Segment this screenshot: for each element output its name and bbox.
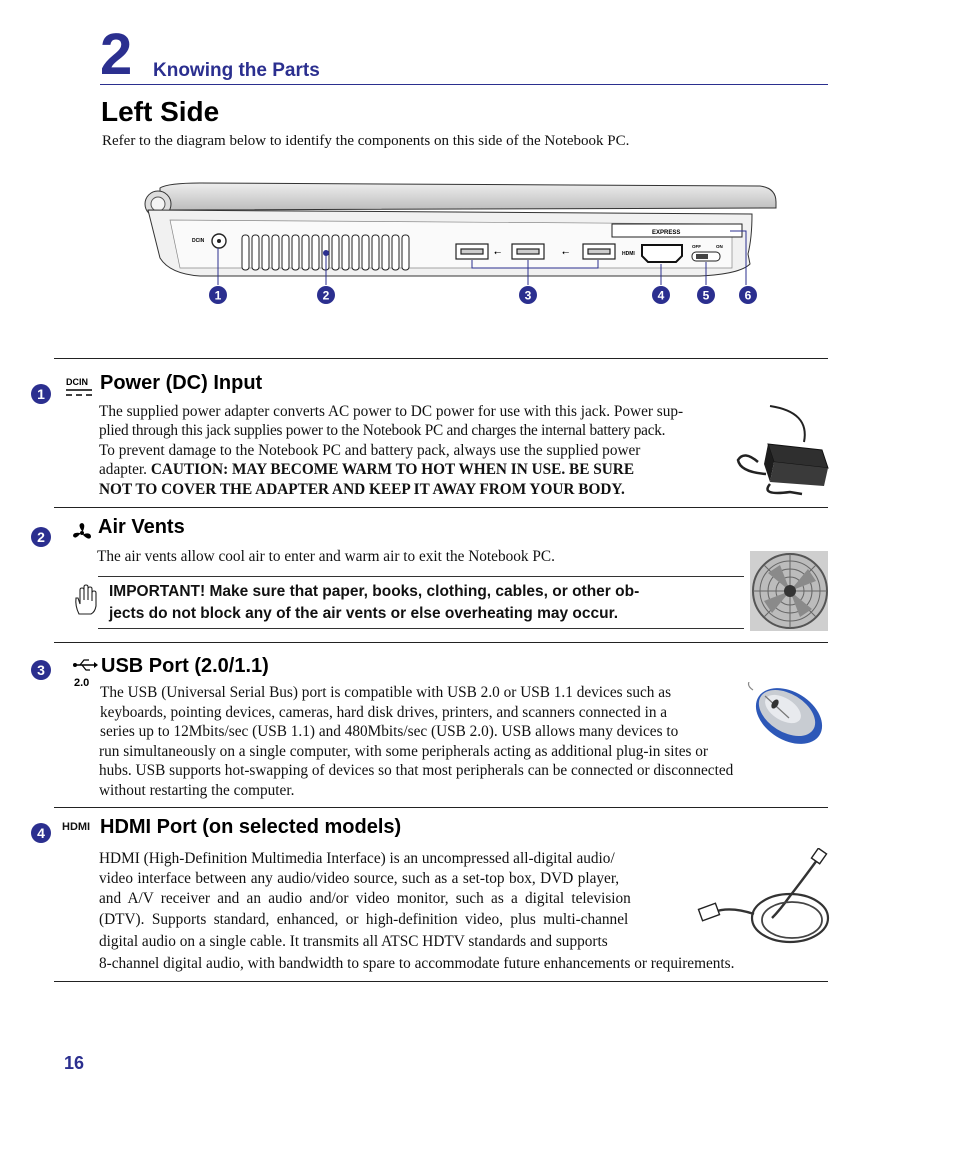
power-text-line — [99, 460, 634, 480]
usb-text-line: keyboards, pointing devices, cameras, hard disk drives, printers, and scanners connected in a — [100, 704, 668, 721]
usb-icon — [72, 656, 98, 688]
power-text-line: To prevent damage to the Notebook PC and battery pack, always use the supplied power — [99, 442, 641, 459]
section-number-3: 3 — [31, 660, 51, 680]
section-title-usb: USB Port (2.0/1.1) — [101, 655, 269, 677]
fan-image — [750, 551, 828, 631]
dcin-label: DCIN — [192, 238, 205, 244]
hdmi-port-shape — [642, 245, 682, 262]
usb-text-line: series up to 12Mbits/sec (USB 1.1) and 480Mbits/sec (USB 2.0). USB allows many devices to — [100, 723, 679, 740]
chapter-title: Knowing the Parts — [153, 60, 320, 81]
chapter-rule — [100, 84, 828, 85]
on-label: ON — [716, 244, 723, 249]
section-number-1: 1 — [31, 384, 51, 404]
hdmi-icon: HDMI — [62, 821, 91, 833]
caution-text-last: NOT TO COVER THE ADAPTER AND KEEP IT AWAY FROM YOUR BODY. — [99, 481, 625, 498]
lid-outline — [160, 183, 776, 210]
important-box-top — [98, 576, 744, 577]
callout-1: 1 — [214, 288, 222, 303]
hdmi-text-line: digital audio on a single cable. It transmits all ATSC HDTV standards and supports — [99, 933, 608, 950]
hand-icon — [73, 584, 97, 616]
hdmi-label: HDMI — [622, 251, 635, 257]
section-divider — [54, 642, 828, 643]
callout-6: 6 — [744, 288, 752, 303]
usb-text-line: run simultaneously on a single computer, with some peripherals acting as additional plug-in sites or — [99, 743, 709, 760]
section-title-hdmi: HDMI Port (on selected models) — [100, 816, 402, 838]
usb-mouse-image — [745, 682, 829, 748]
notebook-left-side-diagram — [140, 178, 780, 308]
section-title-power: Power (DC) Input — [100, 372, 263, 394]
callout-markers — [209, 286, 757, 304]
important-text-line: IMPORTANT! Make sure that paper, books, clothing, cables, or other ob- — [109, 583, 640, 600]
air-vents-text: The air vents allow cool air to enter and warm air to exit the Notebook PC. — [97, 548, 555, 565]
intro-text: Refer to the diagram below to identify the components on this side of the Notebook PC. — [102, 133, 630, 149]
hdmi-text-line: (DTV). Supports standard, enhanced, or high-definition video, plus multi-channel — [99, 911, 629, 928]
page-title: Left Side — [101, 96, 220, 127]
svg-text:DCIN: DCIN — [66, 377, 88, 387]
section-number-4: 4 — [31, 823, 51, 843]
usb-ports — [456, 244, 615, 259]
section-divider — [54, 981, 828, 982]
hdmi-text-line: 8-channel digital audio, with bandwidth to spare to accommodate future enhancements or requirements. — [99, 955, 735, 972]
important-text-line: jects do not block any of the air vents or else overheating may occur. — [109, 605, 619, 622]
dcin-icon — [66, 376, 96, 398]
callout-2: 2 — [322, 288, 330, 303]
svg-text:2.0: 2.0 — [74, 677, 90, 688]
page-number: 16 — [64, 1053, 85, 1073]
hdmi-text-line: and A/V receiver and an audio and/or video monitor, such as a digital television — [99, 890, 631, 907]
usb-symbol-icon-2: ⭠ — [562, 247, 570, 257]
important-box-bottom — [98, 628, 744, 629]
callout-4: 4 — [657, 288, 665, 303]
usb-symbol-icon: ⭠ — [494, 247, 502, 257]
callout-5: 5 — [702, 288, 710, 303]
express-label: EXPRESS — [652, 230, 681, 236]
hdmi-text-line: HDMI (High-Definition Multimedia Interface) is an uncompressed all-digital audio/ — [99, 850, 615, 867]
power-text-line: plied through this jack supplies power to the Notebook PC and charges the internal battery pack. — [99, 422, 666, 439]
fan-icon — [71, 522, 93, 544]
power-text-line: The supplied power adapter converts AC power to DC power for use with this jack. Power sup- — [99, 403, 684, 420]
power-text-adapter: adapter. — [99, 461, 147, 478]
section-divider — [54, 507, 828, 508]
chapter-number: 2 — [100, 22, 133, 87]
hdmi-text-line: video interface between any audio/video source, such as a set-top box, DVD player, — [99, 870, 620, 887]
section-title-air-vents: Air Vents — [98, 516, 185, 538]
caution-text: CAUTION: MAY BECOME WARM TO HOT WHEN IN USE. BE SURE — [150, 461, 635, 478]
callout-3: 3 — [524, 288, 532, 303]
hdmi-cable-image — [694, 848, 830, 948]
usb-text-line: hubs. USB supports hot-swapping of devices so that most peripherals can be connected or disconnected — [99, 762, 734, 779]
section-divider — [54, 807, 828, 808]
usb-text-line: The USB (Universal Serial Bus) port is compatible with USB 2.0 or USB 1.1 devices such as — [100, 684, 672, 701]
section-divider — [54, 358, 828, 359]
power-adapter-image — [730, 402, 830, 498]
off-label: OFF — [692, 244, 701, 249]
usb-text-line: without restarting the computer. — [99, 782, 295, 799]
section-number-2: 2 — [31, 527, 51, 547]
